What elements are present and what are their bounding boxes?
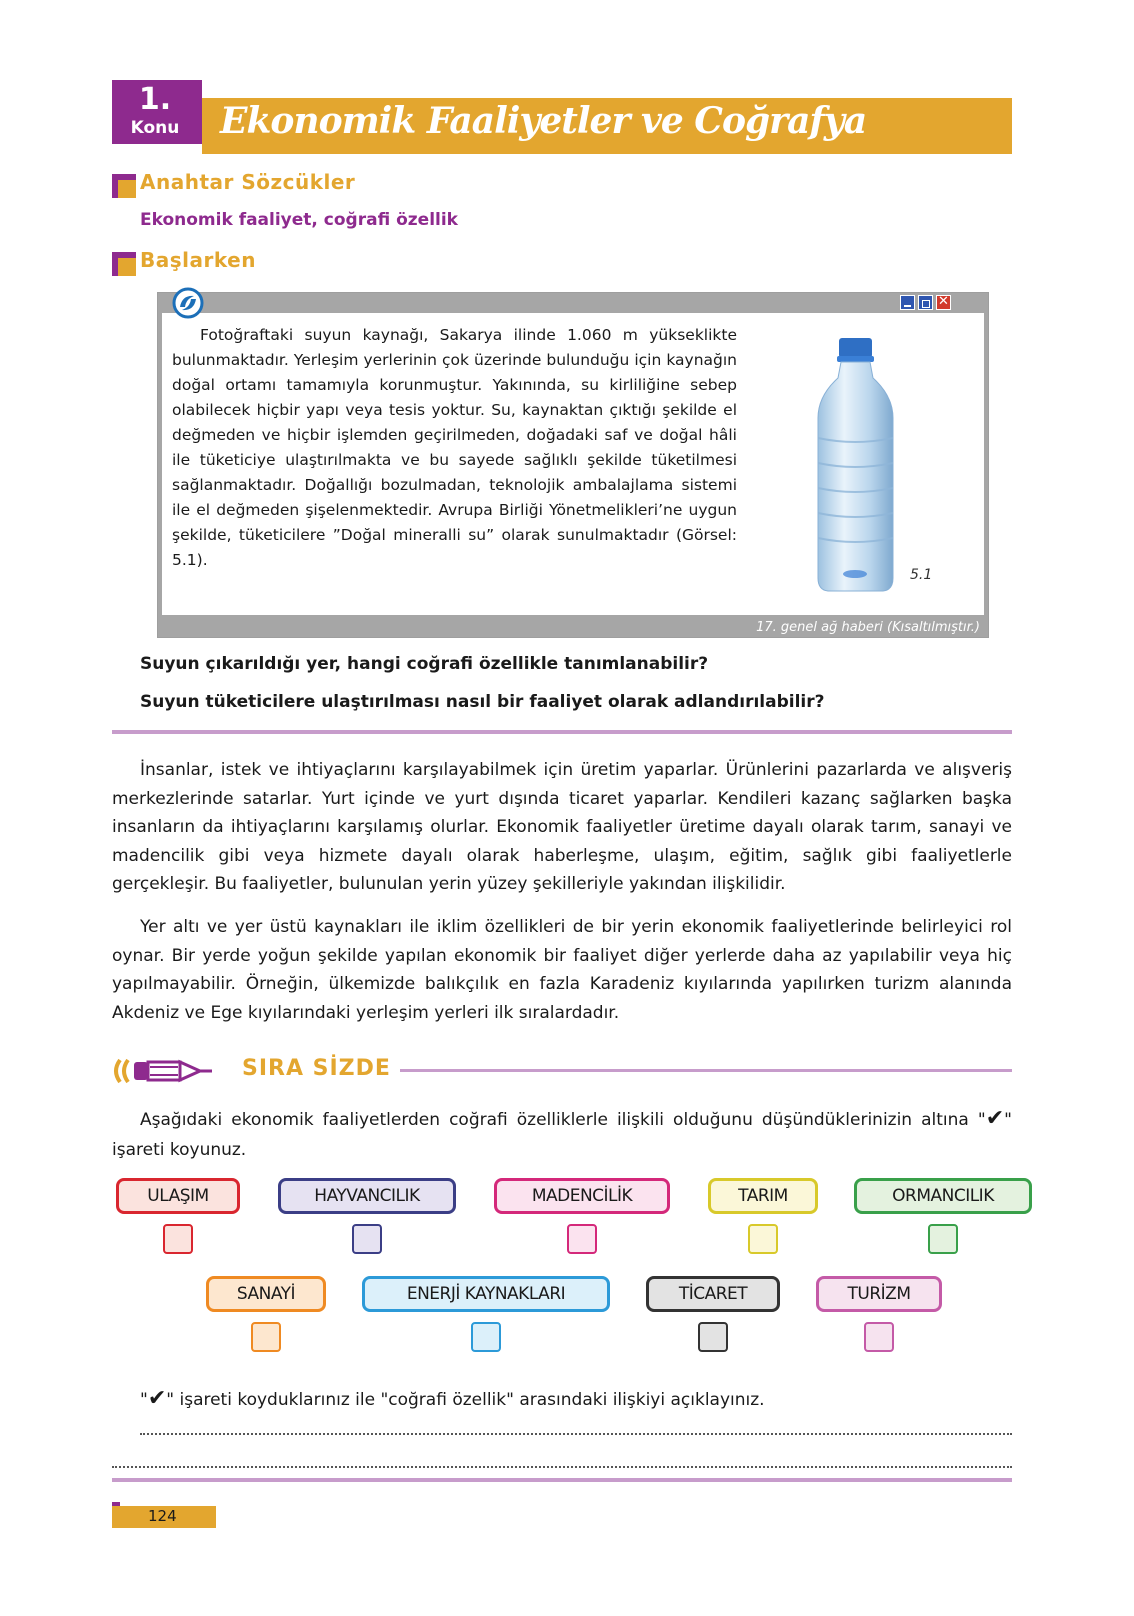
- activity-tag: TURİZM: [816, 1276, 942, 1312]
- activity-tag: ENERJİ KAYNAKLARI: [362, 1276, 610, 1312]
- keywords-heading: Anahtar Sözcükler: [140, 170, 356, 194]
- question-2: Suyun tüketicilere ulaştırılması nasıl bir faaliyet olarak adlandırılabilir?: [140, 692, 825, 712]
- start-heading: Başlarken: [140, 248, 256, 272]
- checkmark-icon: ✔: [147, 1386, 167, 1411]
- answer-line-2[interactable]: [112, 1466, 1012, 1468]
- activity-instruction: [112, 1104, 1012, 1165]
- browser-icon: [172, 287, 204, 319]
- activity-tag: TİCARET: [646, 1276, 780, 1312]
- keywords-text: Ekonomik faaliyet, coğrafi özellik: [140, 210, 458, 230]
- checkmark-icon: ✔: [985, 1106, 1005, 1131]
- answer-line-1[interactable]: [140, 1433, 1012, 1435]
- instruction-quote: ": [977, 1110, 986, 1130]
- sira-sizde-heading: SIRA SİZDE: [242, 1056, 391, 1081]
- reading-window: [157, 292, 989, 638]
- activity-checkbox[interactable]: [567, 1224, 597, 1254]
- water-bottle-image: [813, 338, 898, 593]
- activity-checkbox[interactable]: [471, 1322, 501, 1352]
- divider: [112, 730, 1012, 734]
- activity-checkbox[interactable]: [748, 1224, 778, 1254]
- divider: [400, 1069, 1012, 1072]
- topic-label: Konu: [130, 118, 180, 138]
- activity-checkbox[interactable]: [698, 1322, 728, 1352]
- instruction-tail: " işareti koyunuz.: [112, 1110, 1012, 1160]
- activity-tag: SANAYİ: [206, 1276, 326, 1312]
- activity-checkbox[interactable]: [352, 1224, 382, 1254]
- explain-prompt: [140, 1386, 765, 1411]
- activity-tag: HAYVANCILIK: [278, 1178, 456, 1214]
- activity-checkbox[interactable]: [163, 1224, 193, 1254]
- explain-text: " işareti koyduklarınız ile "coğrafi özellik" arasındaki ilişkiyi açıklayınız.: [166, 1390, 765, 1410]
- divider: [112, 1478, 1012, 1482]
- close-icon[interactable]: ✕: [936, 295, 951, 310]
- pencil-icon: [112, 1056, 212, 1086]
- minimize-icon[interactable]: [900, 295, 915, 310]
- activity-checkbox[interactable]: [928, 1224, 958, 1254]
- reading-text: Fotoğraftaki suyun kaynağı, Sakarya ilinde 1.060 m yükseklikte bulunmaktadır. Yerleşim yerlerinin çok üzerinde bulunduğu için kaynağın doğal ortamı tamamıyla korunmuştur. Yakınında, su kirliliğine sebep olabilecek hiçbir yapı veya tesis yoktur. Su, kaynaktan çıktığı şekilde el değmeden ve hiçbir işlemden geçirilmeden, doğadaki saf ve doğal hâli ile tüketiciye ulaştırılmakta ve bu sayede sağlıklı şekilde tüketilmesi sağlanmaktadır. Doğallığı bozulmadan, teknolojik ambalajlama sistemi ile el değmeden şişelenmektedir. Avrupa Birliği Yönetmelikleri’ne uygun şekilde, tüketicilere ”Doğal mineralli su” olarak sunulmaktadır (Görsel: 5.1).: [172, 326, 737, 569]
- restore-icon[interactable]: [918, 295, 933, 310]
- activity-checkbox[interactable]: [864, 1322, 894, 1352]
- activity-tag: ULAŞIM: [116, 1178, 240, 1214]
- page-number: 124: [148, 1507, 177, 1525]
- activity-checkbox[interactable]: [251, 1322, 281, 1352]
- figure-caption: 5.1: [910, 567, 933, 583]
- section-marker-icon: [112, 252, 136, 276]
- activity-tag: TARIM: [708, 1178, 818, 1214]
- paragraph-2: Yer altı ve yer üstü kaynakları ile iklim özellikleri de bir yerin ekonomik faaliyetlerinde belirleyici rol oynar. Bir yerde yoğun şekilde yapılan ekonomik bir faaliyet diğer yerlerde daha az yapılabilir veya hiç yapılmayabilir. Örneğin, ülkemizde balıkçılık en fazla Karadeniz kıyılarında yapılırken turizm alanında Akdeniz ve Ege kıyılarındaki yerleşim yerleri ilk sıralardadır.: [112, 917, 1012, 1023]
- title-bar: [202, 98, 1012, 154]
- question-1: Suyun çıkarıldığı yer, hangi coğrafi özellikle tanımlanabilir?: [140, 654, 709, 674]
- topic-number-box: [112, 80, 202, 144]
- page-number-box: [112, 1506, 216, 1528]
- page-title: Ekonomik Faaliyetler ve Coğrafya: [220, 100, 867, 142]
- instruction-text: Aşağıdaki ekonomik faaliyetlerden coğrafi özelliklerle ilişkili olduğunu düşündüklerinizin altına: [140, 1110, 969, 1130]
- activity-tag: ORMANCILIK: [854, 1178, 1032, 1214]
- paragraph-1: İnsanlar, istek ve ihtiyaçlarını karşılayabilmek için üretim yaparlar. Ürünlerini pazarlarda ve alışveriş merkezlerinde satarlar. Yurt içinde ve yurt dışında ticaret yaparlar. Kendileri kazanç sağlarken başka insanların da ihtiyaçlarını karşılamış olurlar. Ekonomik faaliyetler üretime dayalı olarak tarım, sanayi ve madencilik gibi veya hizmete dayalı olarak haberleşme, ulaşım, eğitim, sağlık gibi faaliyetlerle gerçekleşir. Bu faaliyetler, bulunulan yerin yüzey şekilleriyle yakından ilişkilidir.: [112, 760, 1012, 894]
- source-note: 17. genel ağ haberi (Kısaltılmıştır.): [756, 620, 980, 635]
- section-marker-icon: [112, 174, 136, 198]
- explain-quote: ": [140, 1390, 148, 1410]
- topic-number: 1.: [138, 82, 172, 117]
- activity-tag: MADENCİLİK: [494, 1178, 670, 1214]
